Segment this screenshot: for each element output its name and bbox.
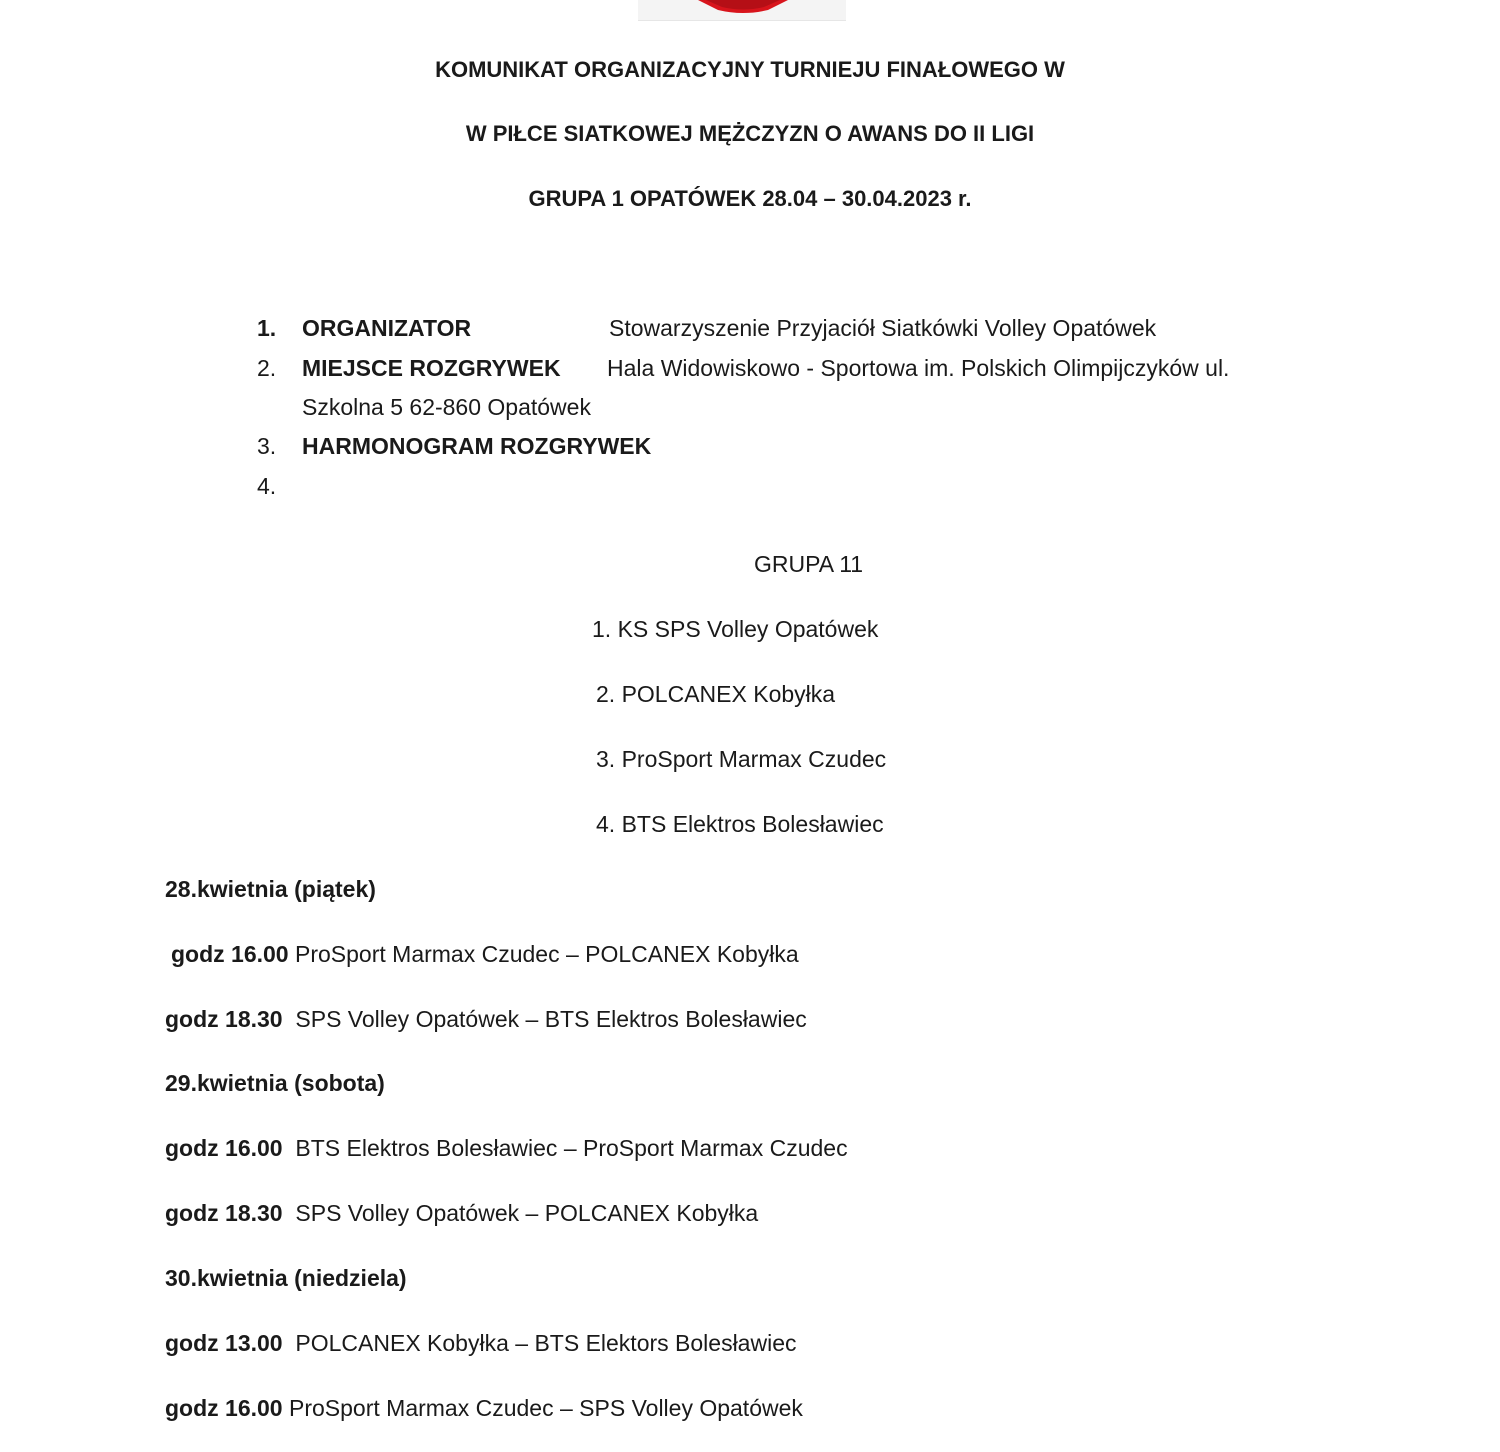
match-time: godz 16.00 [165, 1135, 283, 1161]
venue-label: MIEJSCE ROZGRYWEK [302, 355, 561, 381]
match-teams: BTS Elektros Bolesławiec – ProSport Marmax Czudec [295, 1135, 848, 1161]
logo [638, 0, 846, 21]
match-time: godz 13.00 [165, 1330, 283, 1356]
match-row [171, 939, 799, 969]
info-item-number: 4. [257, 473, 277, 499]
day-heading: 30.kwietnia (niedziela) [165, 1265, 407, 1291]
match-row [165, 1328, 796, 1358]
venue-value-continued: Szkolna 5 62-860 Opatówek [302, 394, 591, 420]
document-title-line-3: GRUPA 1 OPATÓWEK 28.04 – 30.04.2023 r. [528, 186, 972, 211]
organizer-value: Stowarzyszenie Przyjaciół Siatkówki Volley Opatówek [609, 315, 1157, 341]
match-teams: SPS Volley Opatówek – POLCANEX Kobyłka [295, 1200, 759, 1226]
schedule-label: HARMONOGRAM ROZGRYWEK [302, 433, 652, 459]
document-title-line-2: W PIŁCE SIATKOWEJ MĘŻCZYZN O AWANS DO II LIGI [465, 121, 1035, 146]
match-teams: POLCANEX Kobyłka – BTS Elektors Bolesławiec [295, 1330, 797, 1356]
info-item-number: 1. [257, 315, 277, 341]
match-teams: ProSport Marmax Czudec – SPS Volley Opatówek [289, 1395, 803, 1421]
info-item-number: 2. [257, 355, 277, 381]
group-title: GRUPA 11 [754, 551, 864, 577]
team-item: 2. POLCANEX Kobyłka [596, 681, 836, 707]
match-teams: SPS Volley Opatówek – BTS Elektros Bolesławiec [295, 1006, 807, 1032]
match-time: godz 16.00 [171, 941, 289, 967]
match-time: godz 18.30 [165, 1200, 283, 1226]
match-row [165, 1393, 803, 1423]
match-row [165, 1198, 758, 1228]
organizer-label: ORGANIZATOR [302, 315, 472, 341]
match-row [165, 1004, 807, 1034]
team-item: 4. BTS Elektros Bolesławiec [596, 811, 884, 837]
match-teams: ProSport Marmax Czudec – POLCANEX Kobyłka [295, 941, 799, 967]
logo-emblem-icon [698, 0, 788, 14]
team-item: 1. KS SPS Volley Opatówek [592, 616, 879, 642]
day-heading: 29.kwietnia (sobota) [165, 1070, 385, 1096]
info-item-number: 3. [257, 433, 277, 459]
match-row [165, 1133, 848, 1163]
venue-value: Hala Widowiskowo - Sportowa im. Polskich Olimpijczyków ul. [607, 355, 1230, 381]
match-time: godz 16.00 [165, 1395, 283, 1421]
document-title-line-1: KOMUNIKAT ORGANIZACYJNY TURNIEJU FINAŁOWEGO W [435, 57, 1065, 82]
match-time: godz 18.30 [165, 1006, 283, 1032]
team-item: 3. ProSport Marmax Czudec [596, 746, 887, 772]
day-heading: 28.kwietnia (piątek) [165, 876, 376, 902]
